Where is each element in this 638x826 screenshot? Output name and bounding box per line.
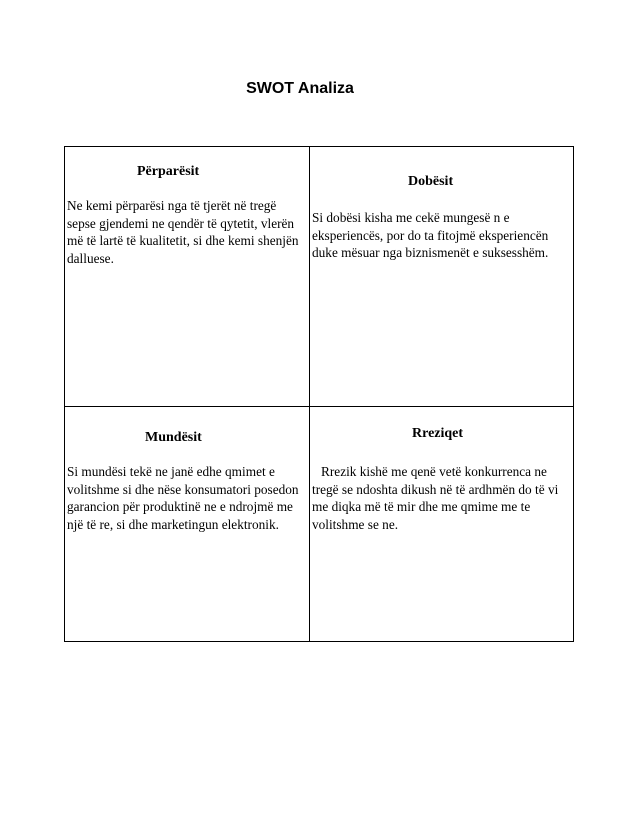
threats-text: Rrezik kishë me qenë vetë konkurrenca ne tregë se ndoshta dikush në të ardhmën do të vi me diqka më të mir dhe me qmime me te volitshme se ne. [312,464,559,532]
weaknesses-cell [310,147,573,406]
opportunities-cell [65,407,309,641]
strengths-heading: Përparësit [137,164,200,179]
strengths-cell [65,147,309,406]
page-title: SWOT Analiza [246,80,354,97]
weaknesses-heading: Dobësit [408,174,454,189]
opportunities-heading: Mundësit [145,430,202,445]
weaknesses-text: Si dobësi kisha me cekë mungesë n e eksperiencës, por do ta fitojmë eksperiencën duke mësuar nga biznismenët e suksesshëm. [312,210,549,260]
threats-cell [310,407,573,641]
opportunities-text: Si mundësi tekë ne janë edhe qmimet e volitshme si dhe nëse konsumatori posedon garancion për produktinë ne e ndrojmë me një të re, si dhe marketingun elektronik. [67,464,299,532]
swot-table [64,146,574,642]
strengths-text: Ne kemi përparësi nga të tjerët në tregë sepse gjendemi ne qendër të qytetit, vlerën më të lartë të kualitetit, si dhe kemi shenjën dalluese. [67,198,299,266]
threats-heading: Rreziqet [412,426,464,441]
